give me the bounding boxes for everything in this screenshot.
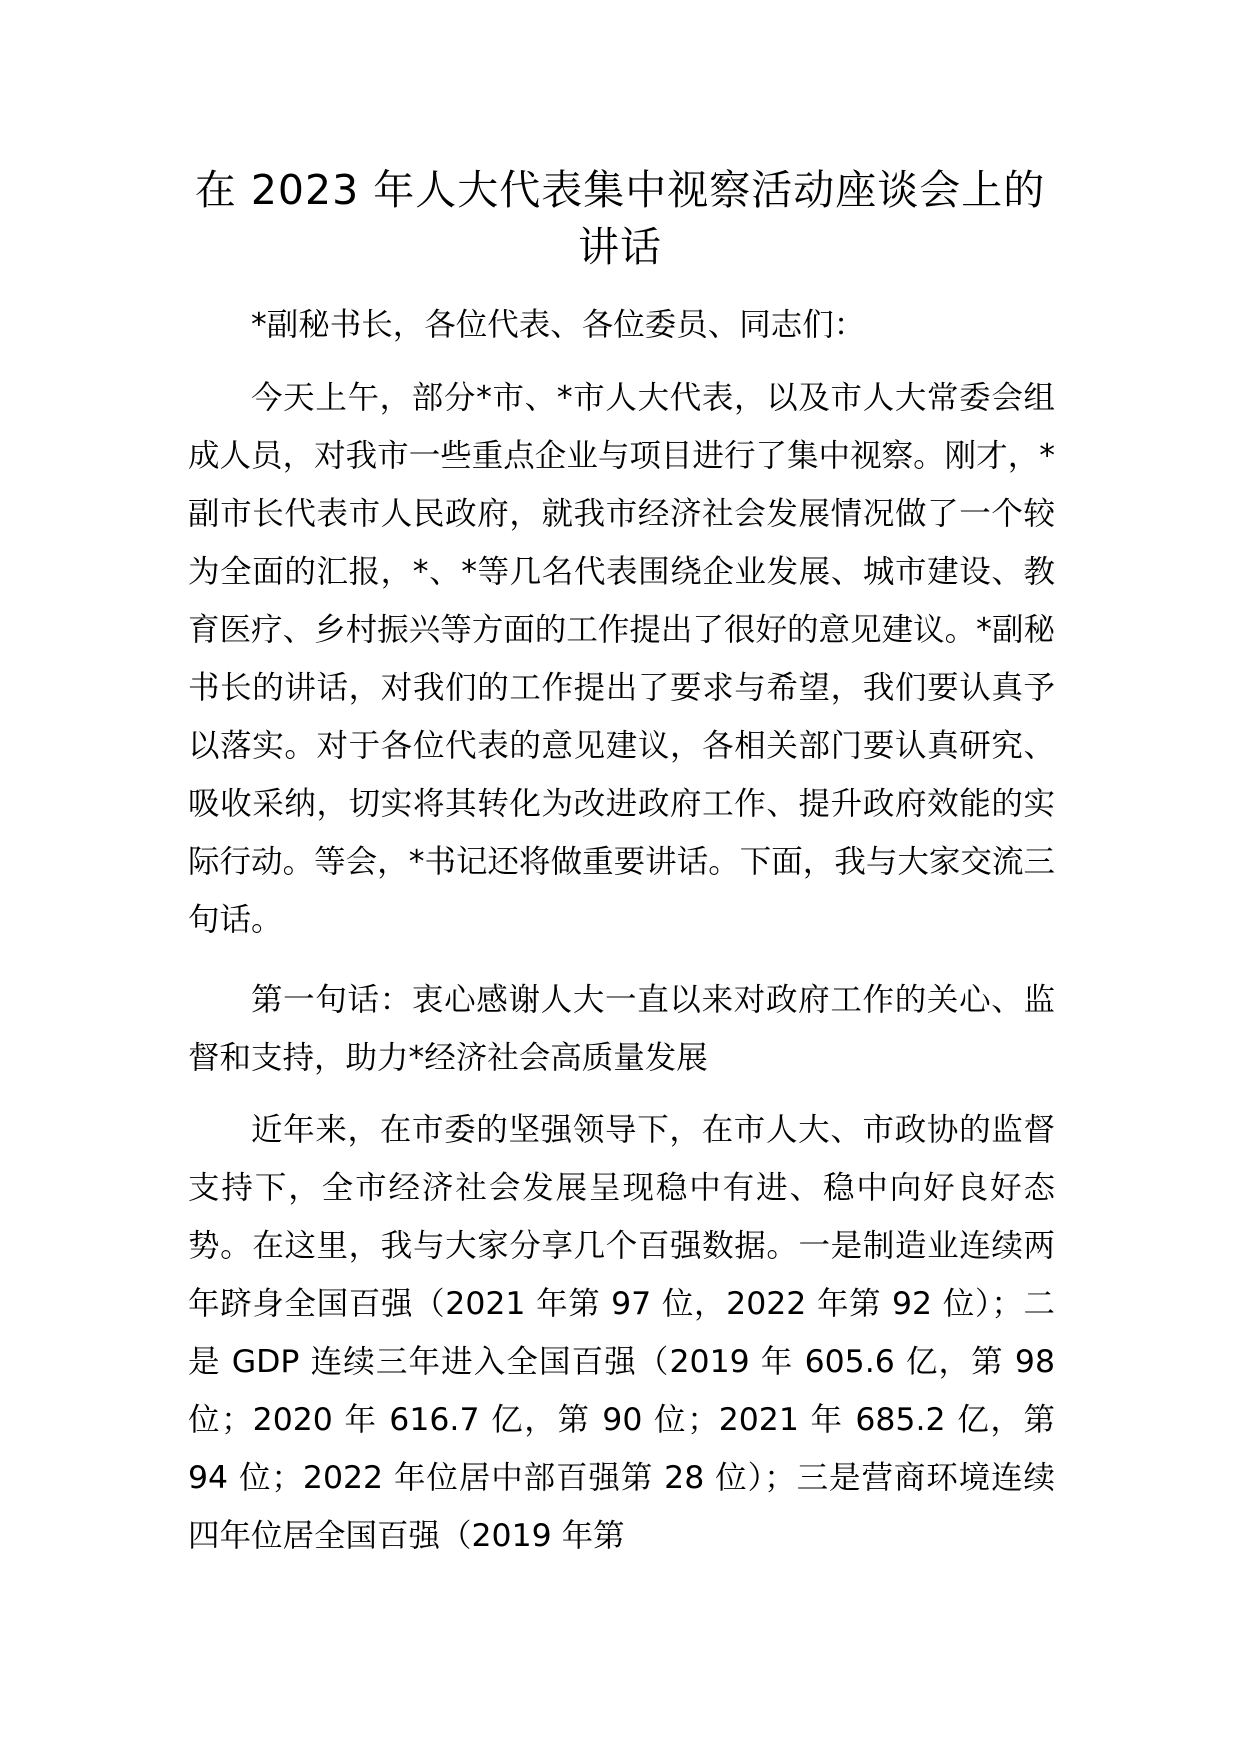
- document-title: 在 2023 年人大代表集中视察活动座谈会上的讲话: [194, 166, 1046, 271]
- intro-paragraph: 今天上午，部分*市、*市人大代表，以及市人大常委会组成人员，对我市一些重点企业与项目进行了集中视察。刚才，*副市长代表市人民政府，就我市经济社会发展情况做了一个较为全面的汇报，*、*等几名代表围绕企业发展、城市建设、教育医疗、乡村振兴等方面的工作提出了很好的意见建议。*副秘书长的讲话，对我们的工作提出了要求与希望，我们要认真予以落实。对于各位代表的意见建议，各相关部门要认真研究、吸收采纳，切实将其转化为改进政府工作、提升政府效能的实际行动。等会，*书记还将做重要讲话。下面，我与大家交流三句话。: [188, 380, 1055, 938]
- greeting-paragraph: *副秘书长，各位代表、各位委员、同志们：: [251, 307, 866, 343]
- section-heading-1: 第一句话：衷心感谢人大一直以来对政府工作的关心、监督和支持，助力*经济社会高质量发展: [188, 982, 1055, 1076]
- section-body-paragraph-1: 近年来，在市委的坚强领导下，在市人大、市政协的监督支持下，全市经济社会发展呈现稳中有进、稳中向好良好态势。在这里，我与大家分享几个百强数据。一是制造业连续两年跻身全国百强（2021 年第 97 位，2022 年第 92 位）；二是 GDP 连续三年进入全国百强（2019 年 605.6 亿，第 98 位；2020 年 616.7 亿，第 90 位；2021 年 685.2 亿，第 94 位；2022 年位居中部百强第 28 位）；三是营商环境连续四年位居全国百强（2019 年第: [188, 1112, 1055, 1554]
